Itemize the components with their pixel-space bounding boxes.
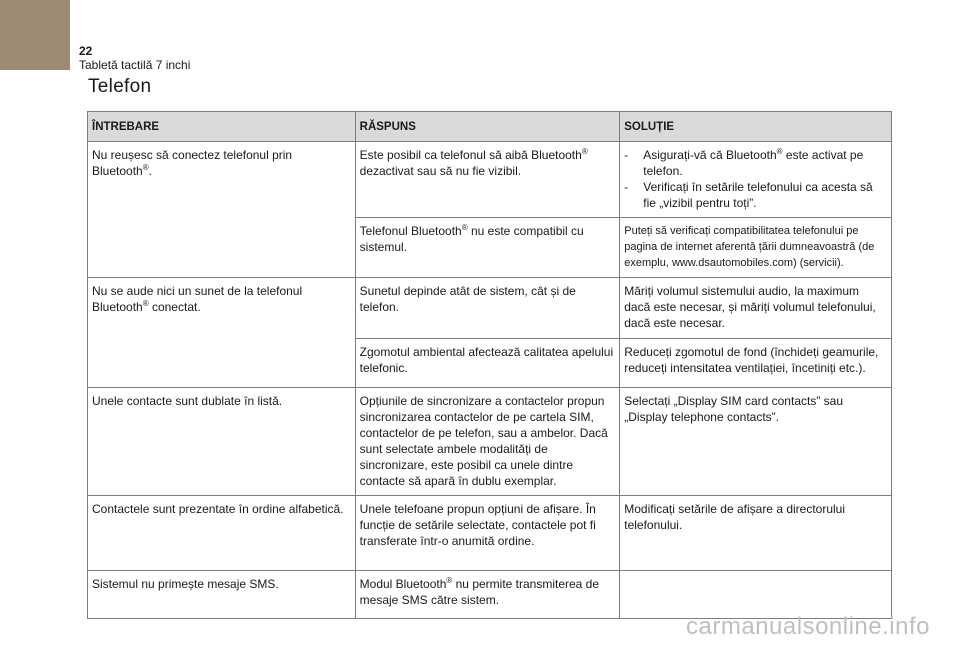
solution-list — [624, 147, 887, 211]
question-cell: Nu reușesc să conectez telefonul prin Bluetooth®. — [88, 142, 356, 278]
answer-cell: Sunetul depinde atât de sistem, cât și de telefon. — [355, 278, 620, 339]
table-row — [88, 142, 892, 218]
solution-cell: Puteți să verificați compatibilitatea telefonului pe pagina de internet aferentă țării dumneavoastră (de exemplu, www.dsautomobiles.com) (servicii). — [620, 218, 892, 278]
table-row — [88, 496, 892, 571]
question-cell: Nu se aude nici un sunet de la telefonul Bluetooth® conectat. — [88, 278, 356, 388]
answer-cell: Zgomotul ambiental afectează calitatea apelului telefonic. — [355, 339, 620, 388]
header-solution: SOLUȚIE — [620, 112, 892, 142]
solution-cell — [620, 142, 892, 218]
question-cell: Unele contacte sunt dublate în listă. — [88, 388, 356, 496]
answer-cell: Opțiunile de sincronizare a contactelor propun sincronizarea contactelor de pe cartela SIM, contactelor de pe telefon, sau a ambelor. Dacă sunt selectate ambele modalități de sincronizare, este posibil ca unele dintre contacte să apară în dublu exemplar. — [355, 388, 620, 496]
solution-cell: Modificați setările de afișare a directorului telefonului. — [620, 496, 892, 571]
solution-cell: Selectați „Display SIM card contacts” sau „Display telephone contacts”. — [620, 388, 892, 496]
table-row — [88, 571, 892, 619]
answer-cell: Telefonul Bluetooth® nu este compatibil cu sistemul. — [355, 218, 620, 278]
question-cell: Contactele sunt prezentate în ordine alfabetică. — [88, 496, 356, 571]
table-header-row — [88, 112, 892, 142]
watermark: carmanualsonline.info — [686, 613, 930, 640]
list-item: - Verificați în setările telefonului ca acesta să fie „vizibil pentru toți”. — [624, 179, 887, 211]
list-item: - Asigurați-vă că Bluetooth® este activat pe telefon. — [624, 147, 887, 179]
page-title: Telefon — [88, 76, 152, 97]
answer-cell: Modul Bluetooth® nu permite transmiterea de mesaje SMS către sistem. — [355, 571, 620, 619]
table-row — [88, 278, 892, 339]
answer-cell: Este posibil ca telefonul să aibă Bluetooth® dezactivat sau să nu fie vizibil. — [355, 142, 620, 218]
page-number: 22 — [79, 44, 93, 58]
page-subtitle: Tabletă tactilă 7 inchi — [79, 58, 191, 72]
question-cell: Sistemul nu primește mesaje SMS. — [88, 571, 356, 619]
solution-cell — [620, 571, 892, 619]
header-answer: RĂSPUNS — [355, 112, 620, 142]
answer-cell: Unele telefoane propun opțiuni de afișare. În funcție de setările selectate, contactele pot fi transferate într-o anumită ordine. — [355, 496, 620, 571]
solution-cell: Măriți volumul sistemului audio, la maximum dacă este necesar, și măriți volumul telefonului, dacă este necesar. — [620, 278, 892, 339]
corner-tab — [0, 0, 70, 70]
table-row — [88, 388, 892, 496]
faq-table — [87, 111, 892, 619]
header-question: ÎNTREBARE — [88, 112, 356, 142]
solution-cell: Reduceți zgomotul de fond (închideți geamurile, reduceți intensitatea ventilației, încetiniți etc.). — [620, 339, 892, 388]
